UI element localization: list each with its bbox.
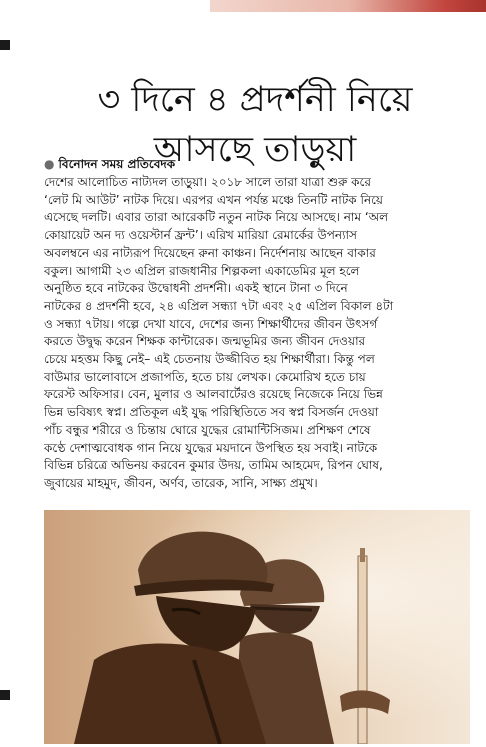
soldiers-photo bbox=[44, 510, 470, 744]
body-line: জুবায়ের মাহমুদ, জীবন, অর্ণব, তারেক, সানি, সাক্ষ্য প্রমুখ। bbox=[44, 475, 318, 490]
article-body bbox=[44, 174, 474, 493]
body-line: ও সন্ধ্যা ৭টায়। গল্পে দেখা যাবে, দেশের জন্য শিক্ষার্থীদের জীবন উৎসর্গ bbox=[44, 316, 378, 331]
body-line: এসেছে দলটি। এবার তারা আরেকটি নতুন নাটক নিয়ে আসছে। নাম ‘অল bbox=[44, 210, 389, 225]
body-line: কোয়ায়েট অন দ্য ওয়েস্টার্ন ফ্রন্ট’। এরিখ মারিয়া রেমার্কের উপন্যাস bbox=[44, 228, 357, 243]
body-line: নাটকের ৪ প্রদর্শনী হবে, ২৪ এপ্রিল সন্ধ্যা ৭টা এবং ২৫ এপ্রিল বিকাল ৪টা bbox=[44, 298, 394, 313]
body-line: বিভিন্ন চরিত্রে অভিনয় করবেন কুমার উদয়, তামিম আহমেদ, রিপন ঘোষ, bbox=[44, 458, 383, 473]
body-line: ফরেস্ট অফিসার। বেন, মুলার ও আলবার্টেরও রয়েছে নিজেকে নিয়ে ভিন্ন bbox=[44, 387, 383, 402]
column-marker-top bbox=[0, 40, 10, 50]
body-line: ভিন্ন ভবিষ্যৎ স্বপ্ন। প্রতিকূল এই যুদ্ধ পরিস্থিতিতে সব স্বপ্ন বিসর্জন দেওয়া bbox=[44, 405, 379, 420]
body-line: অবলম্বনে এর নাট্যরূপ দিয়েছেন রুনা কাঞ্চন। নির্দেশনায় আছেন বাকার bbox=[44, 245, 376, 260]
body-line: কণ্ঠে দেশাত্মবোধক গান নিয়ে যুদ্ধের ময়দানে উপস্থিত হয় সবাই। নাটকে bbox=[44, 440, 378, 455]
body-line: অনুষ্ঠিত হবে নাটকের উদ্বোধনী প্রদর্শনী। একই স্থানে টানা ৩ দিনে bbox=[44, 281, 348, 296]
headline-line-1: ৩ দিনে ৪ প্রদর্শনী নিয়ে bbox=[97, 80, 413, 121]
body-line: পাঁচ বন্ধুর শরীরে ও চিন্তায় ঘোরে যুদ্ধের রোমান্টিসিজম। প্রশিক্ষণ শেষে bbox=[44, 422, 371, 437]
body-line: করতে উদ্বুদ্ধ করেন শিক্ষক কান্টারেক। জন্মভূমির জন্য জীবন দেওয়ার bbox=[44, 334, 366, 349]
column-marker-bottom bbox=[0, 690, 10, 700]
body-line: ‘লেট মি আউট’ নাটক দিয়ে। এরপর এখন পর্যন্ত মঞ্চে তিনটি নাটক নিয়ে bbox=[44, 192, 383, 207]
body-line: চেয়ে মহত্তম কিছু নেই– এই চেতনায় উজ্জীবিত হয় শিক্ষার্থীরা। কিন্তু পল bbox=[44, 352, 375, 367]
article-photo bbox=[44, 510, 470, 744]
bullet-icon: ● bbox=[44, 157, 55, 171]
body-line: বাউমার ভালোবাসে প্রজাপতি, হতে চায় লেখক। কেমোরিখ হতে চায় bbox=[44, 369, 366, 384]
body-line: বকুল। আগামী ২৩ এপ্রিল রাজধানীর শিল্পকলা একাডেমির মূল হলে bbox=[44, 263, 360, 278]
top-image-strip bbox=[210, 0, 486, 12]
byline-text: বিনোদন সময় প্রতিবেদক bbox=[58, 157, 176, 171]
body-line: দেশের আলোচিত নাট্যদল তাড়ুয়া। ২০১৮ সালে তারা যাত্রা শুরু করে bbox=[44, 175, 371, 189]
byline bbox=[44, 156, 175, 172]
headline-line-2: আসছে তাড়ুয়া bbox=[153, 130, 357, 171]
